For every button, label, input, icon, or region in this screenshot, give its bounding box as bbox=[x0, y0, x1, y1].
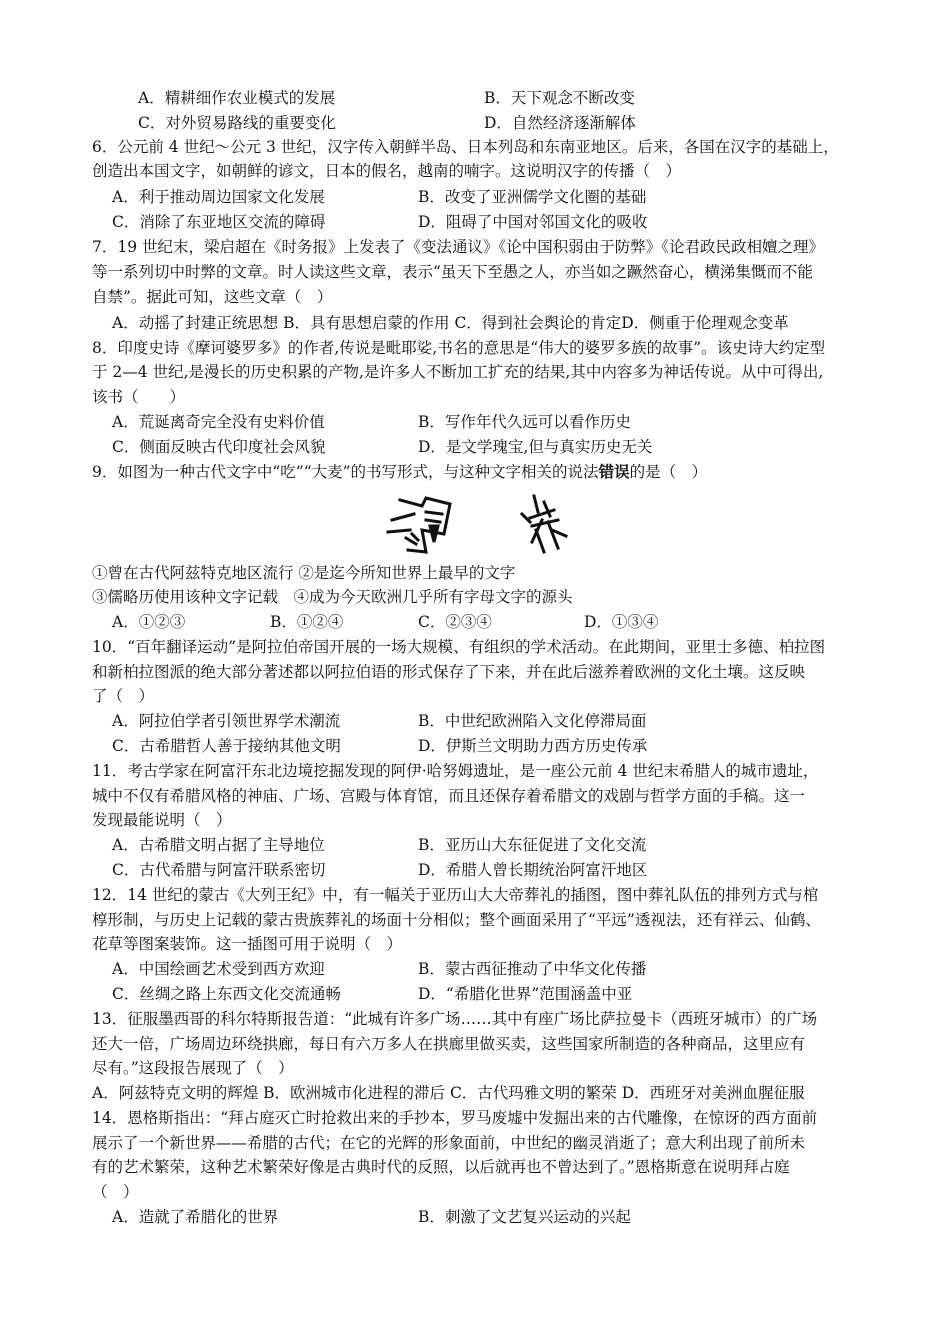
q9-stem-pre: 9．如图为一种古代文字中“吃”“大麦”的书写形式，与这种文字相关的说法 bbox=[92, 463, 599, 481]
q11-stem-line-1: 11．考古学家在阿富汗东北边境挖掘发现的阿伊·哈努姆遗址，是一座公元前 4 世纪末希腊人的城市遗址， bbox=[92, 762, 819, 780]
q8-stem-line-3: 该书（ ） bbox=[92, 388, 186, 406]
q6-option-c[interactable]: C．消除了东亚地区交流的障碍 bbox=[112, 213, 326, 231]
q8-stem-line-1: 8．印度史诗《摩诃婆罗多》的作者,传说是毗耶娑,书名的意思是“伟大的婆罗多族的故事”。该史诗大约定型 bbox=[92, 339, 826, 357]
q7-options[interactable]: A．动摇了封建正统思想 B．具有思想启蒙的作用 C．得到社会舆论的肯定D．侧重于伦理观念变革 bbox=[112, 314, 789, 332]
q7-stem-line-1: 7．19 世纪末，梁启超在《时务报》上发表了《变法通议》《论中国积弱由于防弊》《论君政民政相嬗之理》 bbox=[92, 238, 825, 256]
q13-stem-line-2: 还大一倍，广场周边环绕拱廊，每日有六万多人在拱廊里做买卖，这些国家所制造的各种商品，这里应有 bbox=[92, 1035, 806, 1053]
q9-option-a[interactable]: A．①②③ bbox=[112, 613, 186, 631]
q12-option-c[interactable]: C．丝绸之路上东西文化交流通畅 bbox=[112, 985, 341, 1003]
q8-option-d[interactable]: D．是文学瑰宝,但与真实历史无关 bbox=[418, 438, 653, 456]
q5-option-c[interactable]: C．对外贸易路线的重要变化 bbox=[138, 114, 336, 132]
q6-stem-line-2: 创造出本国文字，如朝鲜的谚文，日本的假名，越南的喃字。这说明汉字的传播（ ） bbox=[92, 162, 682, 180]
q14-stem-line-4: （ ） bbox=[92, 1183, 139, 1201]
cuneiform-eat-icon bbox=[388, 498, 450, 552]
q6-option-b[interactable]: B．改变了亚洲儒学文化圈的基础 bbox=[418, 188, 647, 206]
q6-option-d[interactable]: D．阻碍了中国对邻国文化的吸收 bbox=[418, 213, 648, 231]
q14-stem-line-2: 展示了一个新世界——希腊的古代；在它的光辉的形象面前，中世纪的幽灵消逝了；意大利出现了前所未 bbox=[92, 1134, 806, 1152]
q10-option-b[interactable]: B．中世纪欧洲陷入文化停滞局面 bbox=[418, 712, 647, 730]
q11-option-d[interactable]: D．希腊人曾长期统治阿富汗地区 bbox=[418, 861, 648, 879]
q5-option-d[interactable]: D．自然经济逐渐解体 bbox=[484, 114, 636, 132]
q11-stem-line-3: 发现最能说明（ ） bbox=[92, 811, 232, 829]
q12-option-b[interactable]: B．蒙古西征推动了中华文化传播 bbox=[418, 960, 647, 978]
q12-option-a[interactable]: A．中国绘画艺术受到西方欢迎 bbox=[112, 960, 325, 978]
q9-option-c[interactable]: C．②③④ bbox=[418, 613, 492, 631]
q13-stem-line-3: 尽有。”这段报告展现了（ ） bbox=[92, 1059, 294, 1077]
q11-stem-line-2: 城中不仅有希腊风格的神庙、广场、宫殿与体育馆，而且还保存着希腊文的戏剧与哲学方面的手稿。这一 bbox=[92, 787, 806, 805]
q10-stem-line-1: 10．“百年翻译运动”是阿拉伯帝国开展的一场大规模、有组织的学术活动。在此期间，亚里士多德、柏拉图 bbox=[92, 638, 826, 656]
q9-stem-emphasis: 错误 bbox=[598, 462, 630, 481]
q8-option-b[interactable]: B．写作年代久远可以看作历史 bbox=[418, 413, 631, 431]
q8-option-a[interactable]: A．荒诞离奇完全没有史料价值 bbox=[112, 413, 325, 431]
q13-stem-line-1: 13．征服墨西哥的科尔特斯报告道：“此城有许多广场……其中有座广场比萨拉曼卡（西班牙城市）的广场 bbox=[92, 1010, 818, 1028]
q14-stem-line-3: 有的艺术繁荣，这种艺术繁荣好像是古典时代的反照，以后就再也不曾达到了。”恩格斯意在说明拜占庭 bbox=[92, 1158, 790, 1176]
q10-stem-line-3: 了（ ） bbox=[92, 687, 155, 705]
q8-stem-line-2: 于 2—4 世纪,是漫长的历史积累的产物,是许多人不断加工扩充的结果,其中内容多为神话传说。从中可得出, bbox=[92, 363, 824, 381]
q8-option-c[interactable]: C．侧面反映古代印度社会风貌 bbox=[112, 438, 326, 456]
q9-item-line-1: ①曾在古代阿兹特克地区流行 ②是迄今所知世界上最早的文字 bbox=[92, 564, 516, 582]
q14-option-a[interactable]: A．造就了希腊化的世界 bbox=[112, 1208, 279, 1226]
q14-stem-line-1: 14．恩格斯指出：“拜占庭灭亡时抢救出来的手抄本，罗马废墟中发掘出来的古代雕像，在惊讶的西方面前 bbox=[92, 1109, 818, 1127]
q12-option-d[interactable]: D．“希腊化世界”范围涵盖中亚 bbox=[418, 985, 633, 1003]
q10-option-d[interactable]: D．伊斯兰文明助力西方历史传承 bbox=[418, 737, 648, 755]
cuneiform-barley-icon bbox=[522, 496, 566, 552]
q11-option-b[interactable]: B．亚历山大东征促进了文化交流 bbox=[418, 836, 647, 854]
q9-option-b[interactable]: B．①②④ bbox=[270, 613, 344, 631]
q11-option-c[interactable]: C．古代希腊与阿富汗联系密切 bbox=[112, 861, 326, 879]
q10-stem-line-2: 和新柏拉图派的绝大部分著述都以阿拉伯语的形式保存了下来，并在此后滋养着欧洲的文化土壤。这反映 bbox=[92, 663, 806, 681]
q5-option-a[interactable]: A．精耕细作农业模式的发展 bbox=[138, 89, 336, 107]
q6-stem-line-1: 6．公元前 4 世纪～公元 3 世纪，汉字传入朝鲜半岛、日本列岛和东南亚地区。后来，各国在汉字的基础上， bbox=[92, 138, 839, 156]
q12-stem-line-1: 12．14 世纪的蒙古《大列王纪》中，有一幅关于亚历山大大帝葬礼的插图，图中葬礼队伍的排列方式与棺 bbox=[92, 886, 819, 904]
q13-options[interactable]: A．阿兹特克文明的辉煌 B．欧洲城市化进程的滞后 C．古代玛雅文明的繁荣 D．西班牙对美洲血腥征服 bbox=[92, 1084, 805, 1102]
q9-item-line-2: ③儒略历使用该种文字记载 ④成为今天欧洲几乎所有字母文字的源头 bbox=[92, 588, 573, 606]
q14-option-b[interactable]: B．刺激了文艺复兴运动的兴起 bbox=[418, 1208, 631, 1226]
q6-option-a[interactable]: A．利于推动周边国家文化发展 bbox=[112, 188, 325, 206]
q9-stem-post: 的是（ ） bbox=[629, 463, 708, 481]
q9-option-d[interactable]: D．①③④ bbox=[584, 613, 659, 631]
cuneiform-figure bbox=[382, 490, 582, 558]
q11-option-a[interactable]: A．古希腊文明占据了主导地位 bbox=[112, 836, 325, 854]
q9-stem bbox=[92, 461, 707, 483]
q12-stem-line-2: 椁形制，与历史上记载的蒙古贵族葬礼的场面十分相似；整个画面采用了“平远”透视法，还有祥云、仙鹤、 bbox=[92, 911, 821, 929]
q7-stem-line-3: 自禁”。据此可知，这些文章（ ） bbox=[92, 288, 333, 306]
q5-option-b[interactable]: B．天下观念不断改变 bbox=[484, 89, 635, 107]
q10-option-c[interactable]: C．古希腊哲人善于接纳其他文明 bbox=[112, 737, 341, 755]
q7-stem-line-2: 等一系列切中时弊的文章。时人读这些文章，表示“虽天下至愚之人，亦当如之蹶然奋心，横涕集慨而不能 bbox=[92, 263, 813, 281]
q12-stem-line-3: 花草等图案装饰。这一插图可用于说明（ ） bbox=[92, 935, 403, 953]
q10-option-a[interactable]: A．阿拉伯学者引领世界学术潮流 bbox=[112, 712, 341, 730]
